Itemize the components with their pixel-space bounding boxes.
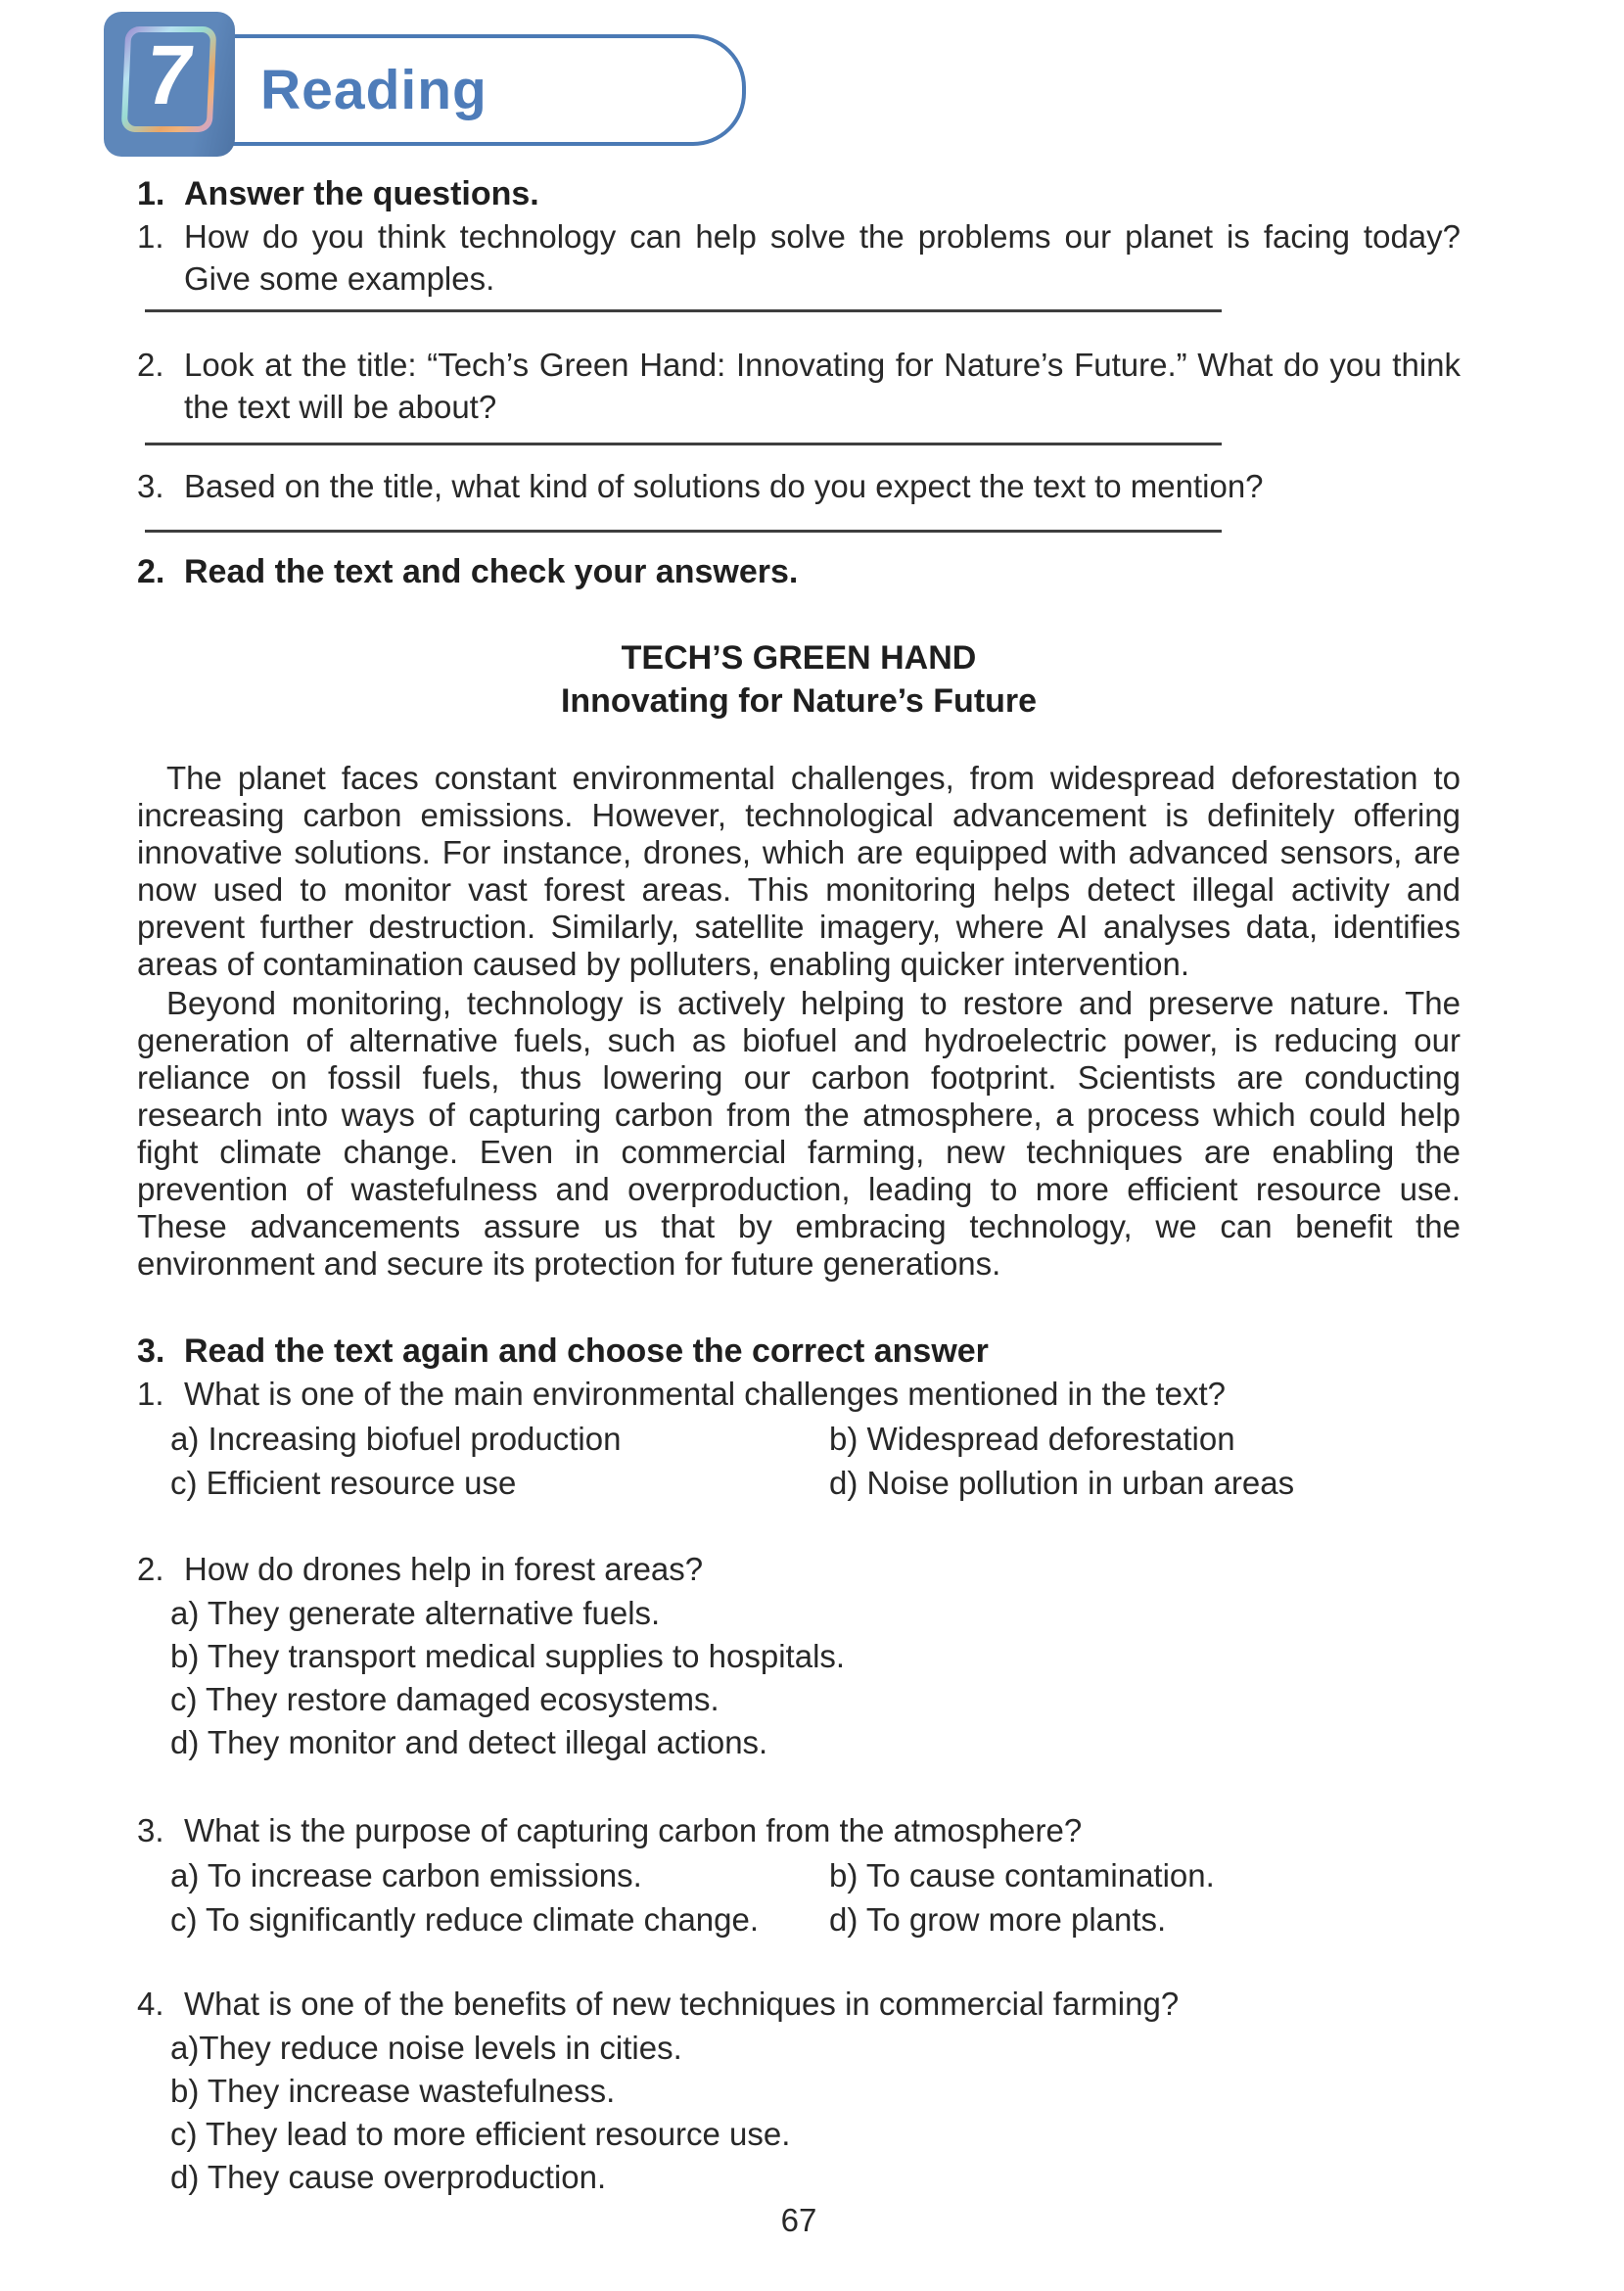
worksheet-content	[137, 164, 1461, 2242]
exercise-number: 3.	[137, 1333, 165, 1370]
mc-question	[137, 1548, 1461, 1590]
question-number: 4.	[137, 1986, 164, 2022]
unit-number-frame	[121, 26, 217, 132]
mc-option: a) To increase carbon emissions.	[170, 1857, 642, 1894]
question-number: 3.	[137, 468, 164, 504]
question	[137, 344, 1461, 428]
exercise3-heading	[137, 1330, 1461, 1373]
reading-subtitle: Innovating for Nature’s Future	[560, 682, 1038, 720]
mc-option: a) Increasing biofuel production	[170, 1421, 622, 1457]
mc-option: d) Noise pollution in urban areas	[829, 1465, 1295, 1501]
exercise-title: Read the text again and choose the correct answer	[184, 1333, 989, 1370]
mc-option: a)They reduce noise levels in cities.	[170, 2030, 682, 2066]
answer-blank-line	[145, 309, 1222, 312]
mc-question	[137, 1809, 1461, 1851]
mc-option: d) They monitor and detect illegal actions.	[170, 1724, 768, 1760]
mc-option: d) To grow more plants.	[829, 1901, 1167, 1938]
question-text: What is one of the benefits of new techniques in commercial farming?	[184, 1986, 1180, 2022]
exercise-title: Answer the questions.	[184, 175, 539, 212]
mc-option: a) They generate alternative fuels.	[170, 1595, 661, 1631]
question-text: What is the purpose of capturing carbon from the atmosphere?	[184, 1812, 1083, 1848]
exercise-title: Read the text and check your answers.	[184, 553, 799, 590]
reading-paragraph: The planet faces constant environmental challenges, from widespread deforestation to increasing carbon emissions. However, technological advancement is definitely offering innovative solutions. For instance, drones, which are equipped with advanced sensors, are now used to monitor vast forest areas. This monitoring helps detect illegal activity and prevent further destruction. Similarly, satellite imagery, where AI analyses data, identifies areas of contamination caused by polluters, enabling quicker intervention.	[137, 760, 1461, 982]
question-number: 2.	[137, 347, 164, 383]
mc-options	[170, 1853, 1461, 1941]
question-number: 3.	[137, 1812, 164, 1848]
question	[137, 215, 1461, 300]
question-text: Based on the title, what kind of solutions do you expect the text to mention?	[184, 468, 1264, 504]
mc-option: b) They increase wastefulness.	[170, 2073, 616, 2109]
question-text: What is one of the main environmental challenges mentioned in the text?	[184, 1376, 1226, 1412]
mc-options	[170, 1592, 1461, 1764]
unit-number-badge	[104, 12, 235, 157]
question	[137, 465, 1461, 507]
question-number: 2.	[137, 1551, 164, 1587]
question-text: How do you think technology can help solve the problems our planet is facing today? Give some examples.	[184, 218, 1461, 297]
answer-blank-line	[145, 530, 1222, 533]
exercise-number: 2.	[137, 553, 165, 590]
reading-title: TECH’S GREEN HAND	[621, 639, 977, 677]
mc-option: b) They transport medical supplies to hospitals.	[170, 1638, 846, 1674]
question-number: 1.	[137, 1376, 164, 1412]
mc-question	[137, 1373, 1461, 1415]
mc-option: c) They lead to more efficient resource use.	[170, 2116, 791, 2152]
unit-title: Reading	[260, 59, 487, 121]
mc-option: b) To cause contamination.	[829, 1857, 1215, 1894]
mc-option: b) Widespread deforestation	[829, 1421, 1235, 1457]
unit-title-pill	[147, 34, 746, 146]
unit-number: 7	[139, 28, 200, 122]
mc-option: d) They cause overproduction.	[170, 2159, 607, 2195]
question-text: Look at the title: “Tech’s Green Hand: Innovating for Nature’s Future.” What do you think the text will be about?	[184, 347, 1461, 425]
question-text: How do drones help in forest areas?	[184, 1551, 704, 1587]
mc-options	[170, 1417, 1461, 1505]
mc-option: c) Efficient resource use	[170, 1465, 517, 1501]
mc-options	[170, 2027, 1461, 2199]
answer-blank-line	[145, 443, 1222, 445]
mc-question	[137, 1983, 1461, 2025]
page-number: 67	[780, 2202, 817, 2238]
question-number: 1.	[137, 218, 164, 255]
exercise2-heading	[137, 550, 1461, 593]
reading-paragraph: Beyond monitoring, technology is actively helping to restore and preserve nature. The generation of alternative fuels, such as biofuel and hydroelectric power, is reducing our reliance on fossil fuels, thus lowering our carbon footprint. Scientists are conducting research into ways of capturing carbon from the atmosphere, a process which could help fight climate change. Even in commercial farming, new techniques are enabling the prevention of wastefulness and overproduction, leading to more efficient resource use. These advancements assure us that by embracing technology, we can benefit the environment and secure its protection for future generations.	[137, 985, 1461, 1282]
exercise1-heading	[137, 172, 1461, 215]
mc-option: c) They restore damaged ecosystems.	[170, 1681, 719, 1717]
mc-option: c) To significantly reduce climate change.	[170, 1901, 760, 1938]
exercise-number: 1.	[137, 175, 165, 212]
